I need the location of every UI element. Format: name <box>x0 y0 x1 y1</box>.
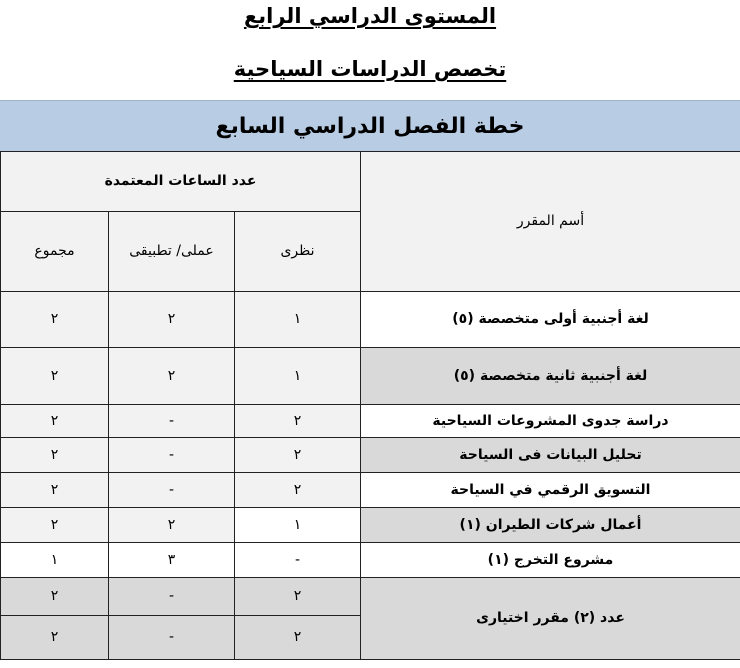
table-row <box>1 508 740 543</box>
elective-course-cell: عدد (٢) مقرر اختيارى <box>361 578 740 660</box>
course-name-cell: تحليل البيانات فى السياحة <box>361 438 740 473</box>
theory-cell: ٢ <box>235 438 361 473</box>
theory-header: نظرى <box>235 212 361 292</box>
course-name-cell: لغة أجنبية أولى متخصصة (٥) <box>361 292 740 348</box>
practical-cell: - <box>109 616 235 660</box>
specialization-title: تخصص الدراسات السياحية <box>233 57 507 81</box>
practical-cell: ٢ <box>109 348 235 405</box>
theory-cell: ٢ <box>235 616 361 660</box>
theory-cell: ٢ <box>235 578 361 616</box>
course-name-cell: دراسة جدوى المشروعات السياحية <box>361 405 740 438</box>
total-cell: ٢ <box>1 616 109 660</box>
table-row <box>1 348 740 405</box>
practical-cell: ٣ <box>109 543 235 578</box>
practical-cell: - <box>109 473 235 508</box>
theory-cell: ٢ <box>235 405 361 438</box>
course-plan-table <box>0 151 740 660</box>
practical-header: عملى/ تطبيقى <box>109 212 235 292</box>
table-row <box>1 405 740 438</box>
total-cell: ٢ <box>1 292 109 348</box>
practical-cell: - <box>109 578 235 616</box>
level-title: المستوى الدراسي الرابع <box>243 4 497 28</box>
table-row <box>1 438 740 473</box>
theory-cell: ١ <box>235 508 361 543</box>
total-cell: ٢ <box>1 348 109 405</box>
practical-cell: ٢ <box>109 508 235 543</box>
table-row <box>1 292 740 348</box>
course-name-cell: التسويق الرقمي في السياحة <box>361 473 740 508</box>
theory-cell: ١ <box>235 348 361 405</box>
total-cell: ١ <box>1 543 109 578</box>
practical-cell: ٢ <box>109 292 235 348</box>
total-cell: ٢ <box>1 438 109 473</box>
table-row <box>1 473 740 508</box>
practical-cell: - <box>109 438 235 473</box>
theory-cell: - <box>235 543 361 578</box>
total-cell: ٢ <box>1 578 109 616</box>
practical-cell: - <box>109 405 235 438</box>
course-name-cell: أعمال شركات الطيران (١) <box>361 508 740 543</box>
credit-hours-header: عدد الساعات المعتمدة <box>1 152 361 212</box>
total-header: مجموع <box>1 212 109 292</box>
table-row <box>1 578 740 616</box>
table-row <box>1 543 740 578</box>
plan-title-banner <box>0 100 740 151</box>
theory-cell: ١ <box>235 292 361 348</box>
theory-cell: ٢ <box>235 473 361 508</box>
plan-title: خطة الفصل الدراسي السابع <box>215 113 525 139</box>
course-name-header: أسم المقرر <box>361 152 740 292</box>
total-cell: ٢ <box>1 473 109 508</box>
total-cell: ٢ <box>1 508 109 543</box>
course-name-cell: مشروع التخرج (١) <box>361 543 740 578</box>
course-name-cell: لغة أجنبية ثانية متخصصة (٥) <box>361 348 740 405</box>
total-cell: ٢ <box>1 405 109 438</box>
